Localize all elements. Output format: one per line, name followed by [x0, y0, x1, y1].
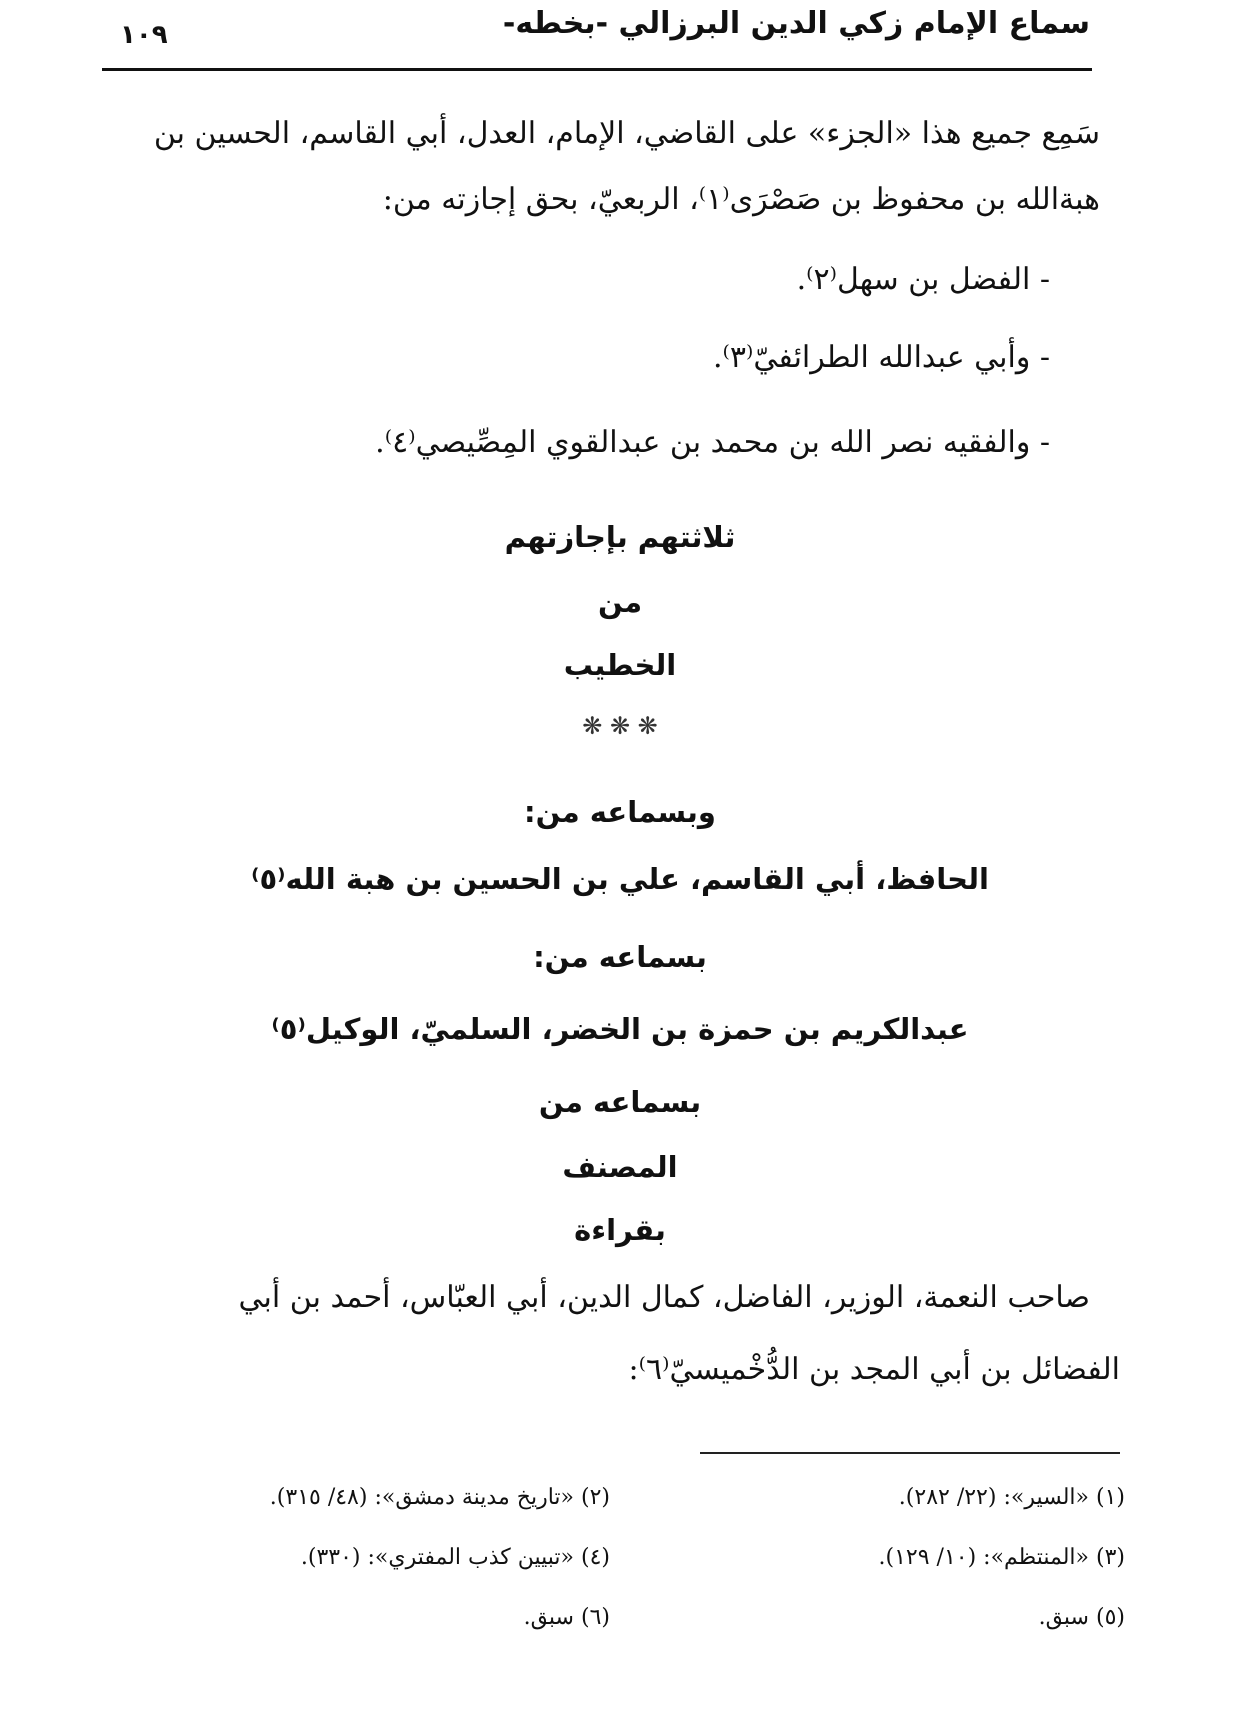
footnote: (١) «السير»: (٢٢/ ٢٨٢).: [898, 1485, 1125, 1510]
chain-line: من: [597, 585, 643, 619]
footnote: (٤) «تبيين كذب المفتري»: (٣٣٠).: [300, 1545, 610, 1570]
closing-line-2: الفضائل بن أبي المجد بن الدُّخْميسيّ⁽٦⁾:: [628, 1352, 1120, 1387]
footnote: (٥) سبق.: [1038, 1605, 1125, 1630]
chain-line: عبدالكريم بن حمزة بن الخضر، السلميّ، الوكيل⁽٥⁾: [271, 1012, 969, 1046]
running-title: سماع الإمام زكي الدين البرزالي -بخطه-: [502, 6, 1090, 41]
chain-line: بقراءة: [574, 1213, 666, 1247]
intro-line-2: هبةالله بن محفوظ بن صَصْرَى⁽١⁾، الربعيّ، بحق إجازته من:: [382, 182, 1100, 217]
header-divider: [102, 68, 1092, 71]
chain-line: الخطيب: [563, 648, 677, 682]
footnote-divider: [700, 1452, 1120, 1454]
chain-line: الحافظ، أبي القاسم، علي بن الحسين بن هبة الله⁽٥⁾: [251, 862, 989, 896]
chain-line: المصنف: [562, 1150, 678, 1184]
chain-line: وبسماعه من:: [524, 795, 716, 829]
authority-item: - وأبي عبدالله الطرائفيّ⁽٣⁾.: [712, 340, 1050, 375]
authority-item: - والفقيه نصر الله بن محمد بن عبدالقوي المِصِّيصي⁽٤⁾.: [375, 425, 1050, 460]
section-separator-stars: ❋ ❋ ❋: [582, 712, 658, 740]
footnote: (٣) «المنتظم»: (١٠/ ١٢٩).: [878, 1545, 1125, 1570]
chain-line: بسماعه من:: [533, 940, 707, 974]
footnote: (٦) سبق.: [523, 1605, 610, 1630]
footnote: (٢) «تاريخ مدينة دمشق»: (٤٨/ ٣١٥).: [269, 1485, 610, 1510]
chain-line: ثلاثتهم بإجازتهم: [504, 520, 736, 554]
chain-line: بسماعه من: [538, 1085, 702, 1119]
intro-line-1: سَمِع جميع هذا «الجزء» على القاضي، الإمام، العدل، أبي القاسم، الحسين بن: [153, 116, 1100, 151]
authority-item: - الفضل بن سهل⁽٢⁾.: [796, 262, 1050, 297]
closing-line-1: صاحب النعمة، الوزير، الفاضل، كمال الدين، أبي العبّاس، أحمد بن أبي: [238, 1280, 1090, 1315]
page-number: ١٠٩: [120, 20, 168, 50]
